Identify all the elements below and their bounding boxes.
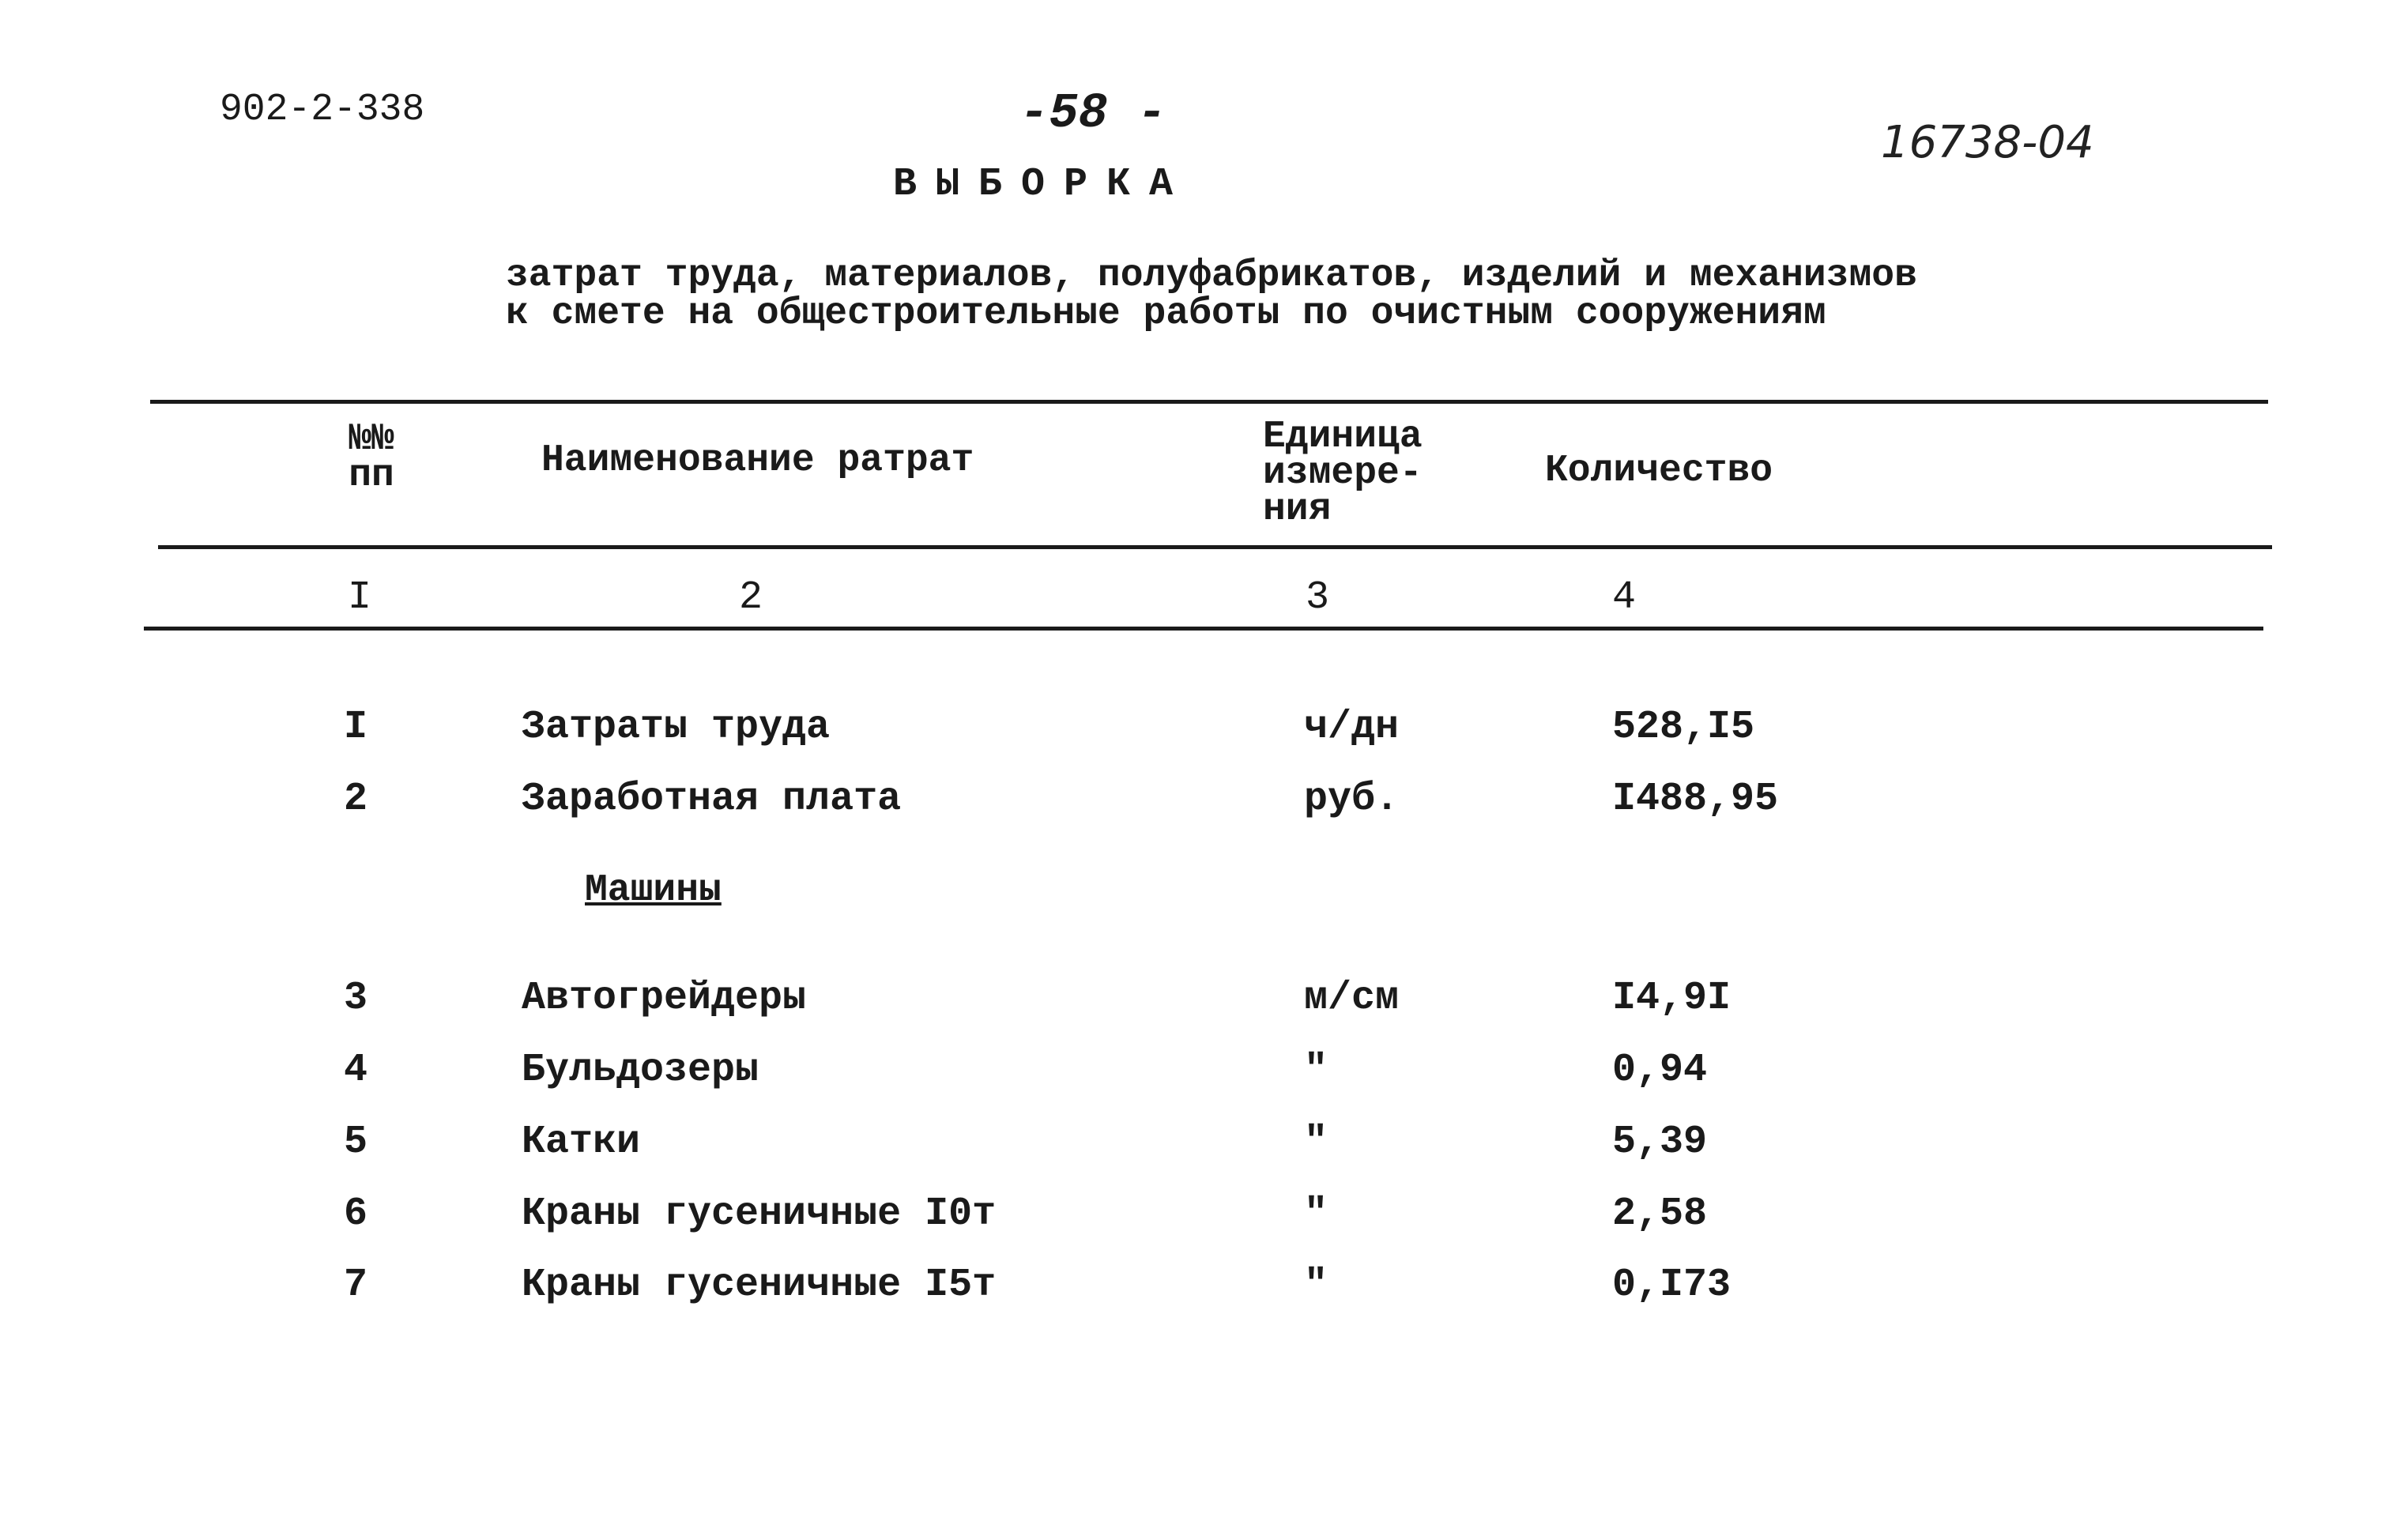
row-number: 2 (343, 777, 367, 822)
row-quantity: 5,39 (1612, 1120, 1708, 1165)
table-row (0, 976, 2408, 1023)
row-number: 3 (343, 976, 367, 1021)
row-unit: " (1304, 1048, 1328, 1093)
row-name: Краны гусеничные I0т (522, 1192, 997, 1237)
row-unit: ч/дн (1304, 705, 1400, 750)
table-row (0, 1120, 2408, 1167)
table-header-rule (158, 545, 2272, 549)
row-quantity: 528,I5 (1612, 705, 1755, 750)
column-number-3: 3 (1306, 575, 1330, 620)
section-label-machines: Машины (585, 869, 722, 912)
column-header-name: Наименование ратрат (541, 439, 974, 482)
table-top-rule (150, 400, 2268, 404)
column-number-2: 2 (739, 575, 763, 620)
column-header-quantity: Количество (1545, 450, 1773, 492)
row-number: I (343, 705, 367, 750)
table-row (0, 705, 2408, 752)
column-numbers-rule (144, 627, 2263, 631)
row-unit: м/см (1304, 976, 1400, 1021)
table-row (0, 1048, 2408, 1095)
row-number: 5 (343, 1120, 367, 1165)
document-title: ВЫБОРКА (893, 162, 1193, 207)
row-name: Катки (522, 1120, 641, 1165)
column-header-unit: Единица измере-ния (1263, 416, 1423, 531)
table-row (0, 1263, 2408, 1310)
document-code: 902-2-338 (220, 88, 425, 131)
row-quantity: 0,94 (1612, 1048, 1708, 1093)
row-quantity: I488,95 (1612, 777, 1779, 822)
table-row (0, 1192, 2408, 1239)
row-unit: " (1304, 1120, 1328, 1165)
subtitle-line-1: затрат труда, материалов, полуфабрикатов, изделий и механизмов (506, 254, 1917, 297)
column-header-number: №№ пп (349, 418, 394, 497)
page-number: -58 - (1019, 85, 1167, 141)
row-number: 4 (343, 1048, 367, 1093)
row-unit: руб. (1304, 777, 1400, 822)
row-unit: " (1304, 1192, 1328, 1237)
column-number-1: I (348, 575, 372, 620)
row-number: 6 (343, 1192, 367, 1237)
row-name: Краны гусеничные I5т (522, 1263, 997, 1308)
row-name: Бульдозеры (522, 1048, 759, 1093)
row-unit: " (1304, 1263, 1328, 1308)
row-number: 7 (343, 1263, 367, 1308)
row-name: Затраты труда (522, 705, 831, 750)
subtitle-line-2: к смете на общестроительные работы по очистным сооружениям (506, 292, 1826, 335)
column-number-4: 4 (1612, 575, 1637, 620)
row-quantity: 2,58 (1612, 1192, 1708, 1237)
row-quantity: 0,I73 (1612, 1263, 1732, 1308)
row-name: Автогрейдеры (522, 976, 807, 1021)
row-quantity: I4,9I (1612, 976, 1732, 1021)
inventory-number: 16738-04 (1881, 117, 2094, 168)
row-name: Заработная плата (522, 777, 902, 822)
table-row (0, 777, 2408, 824)
